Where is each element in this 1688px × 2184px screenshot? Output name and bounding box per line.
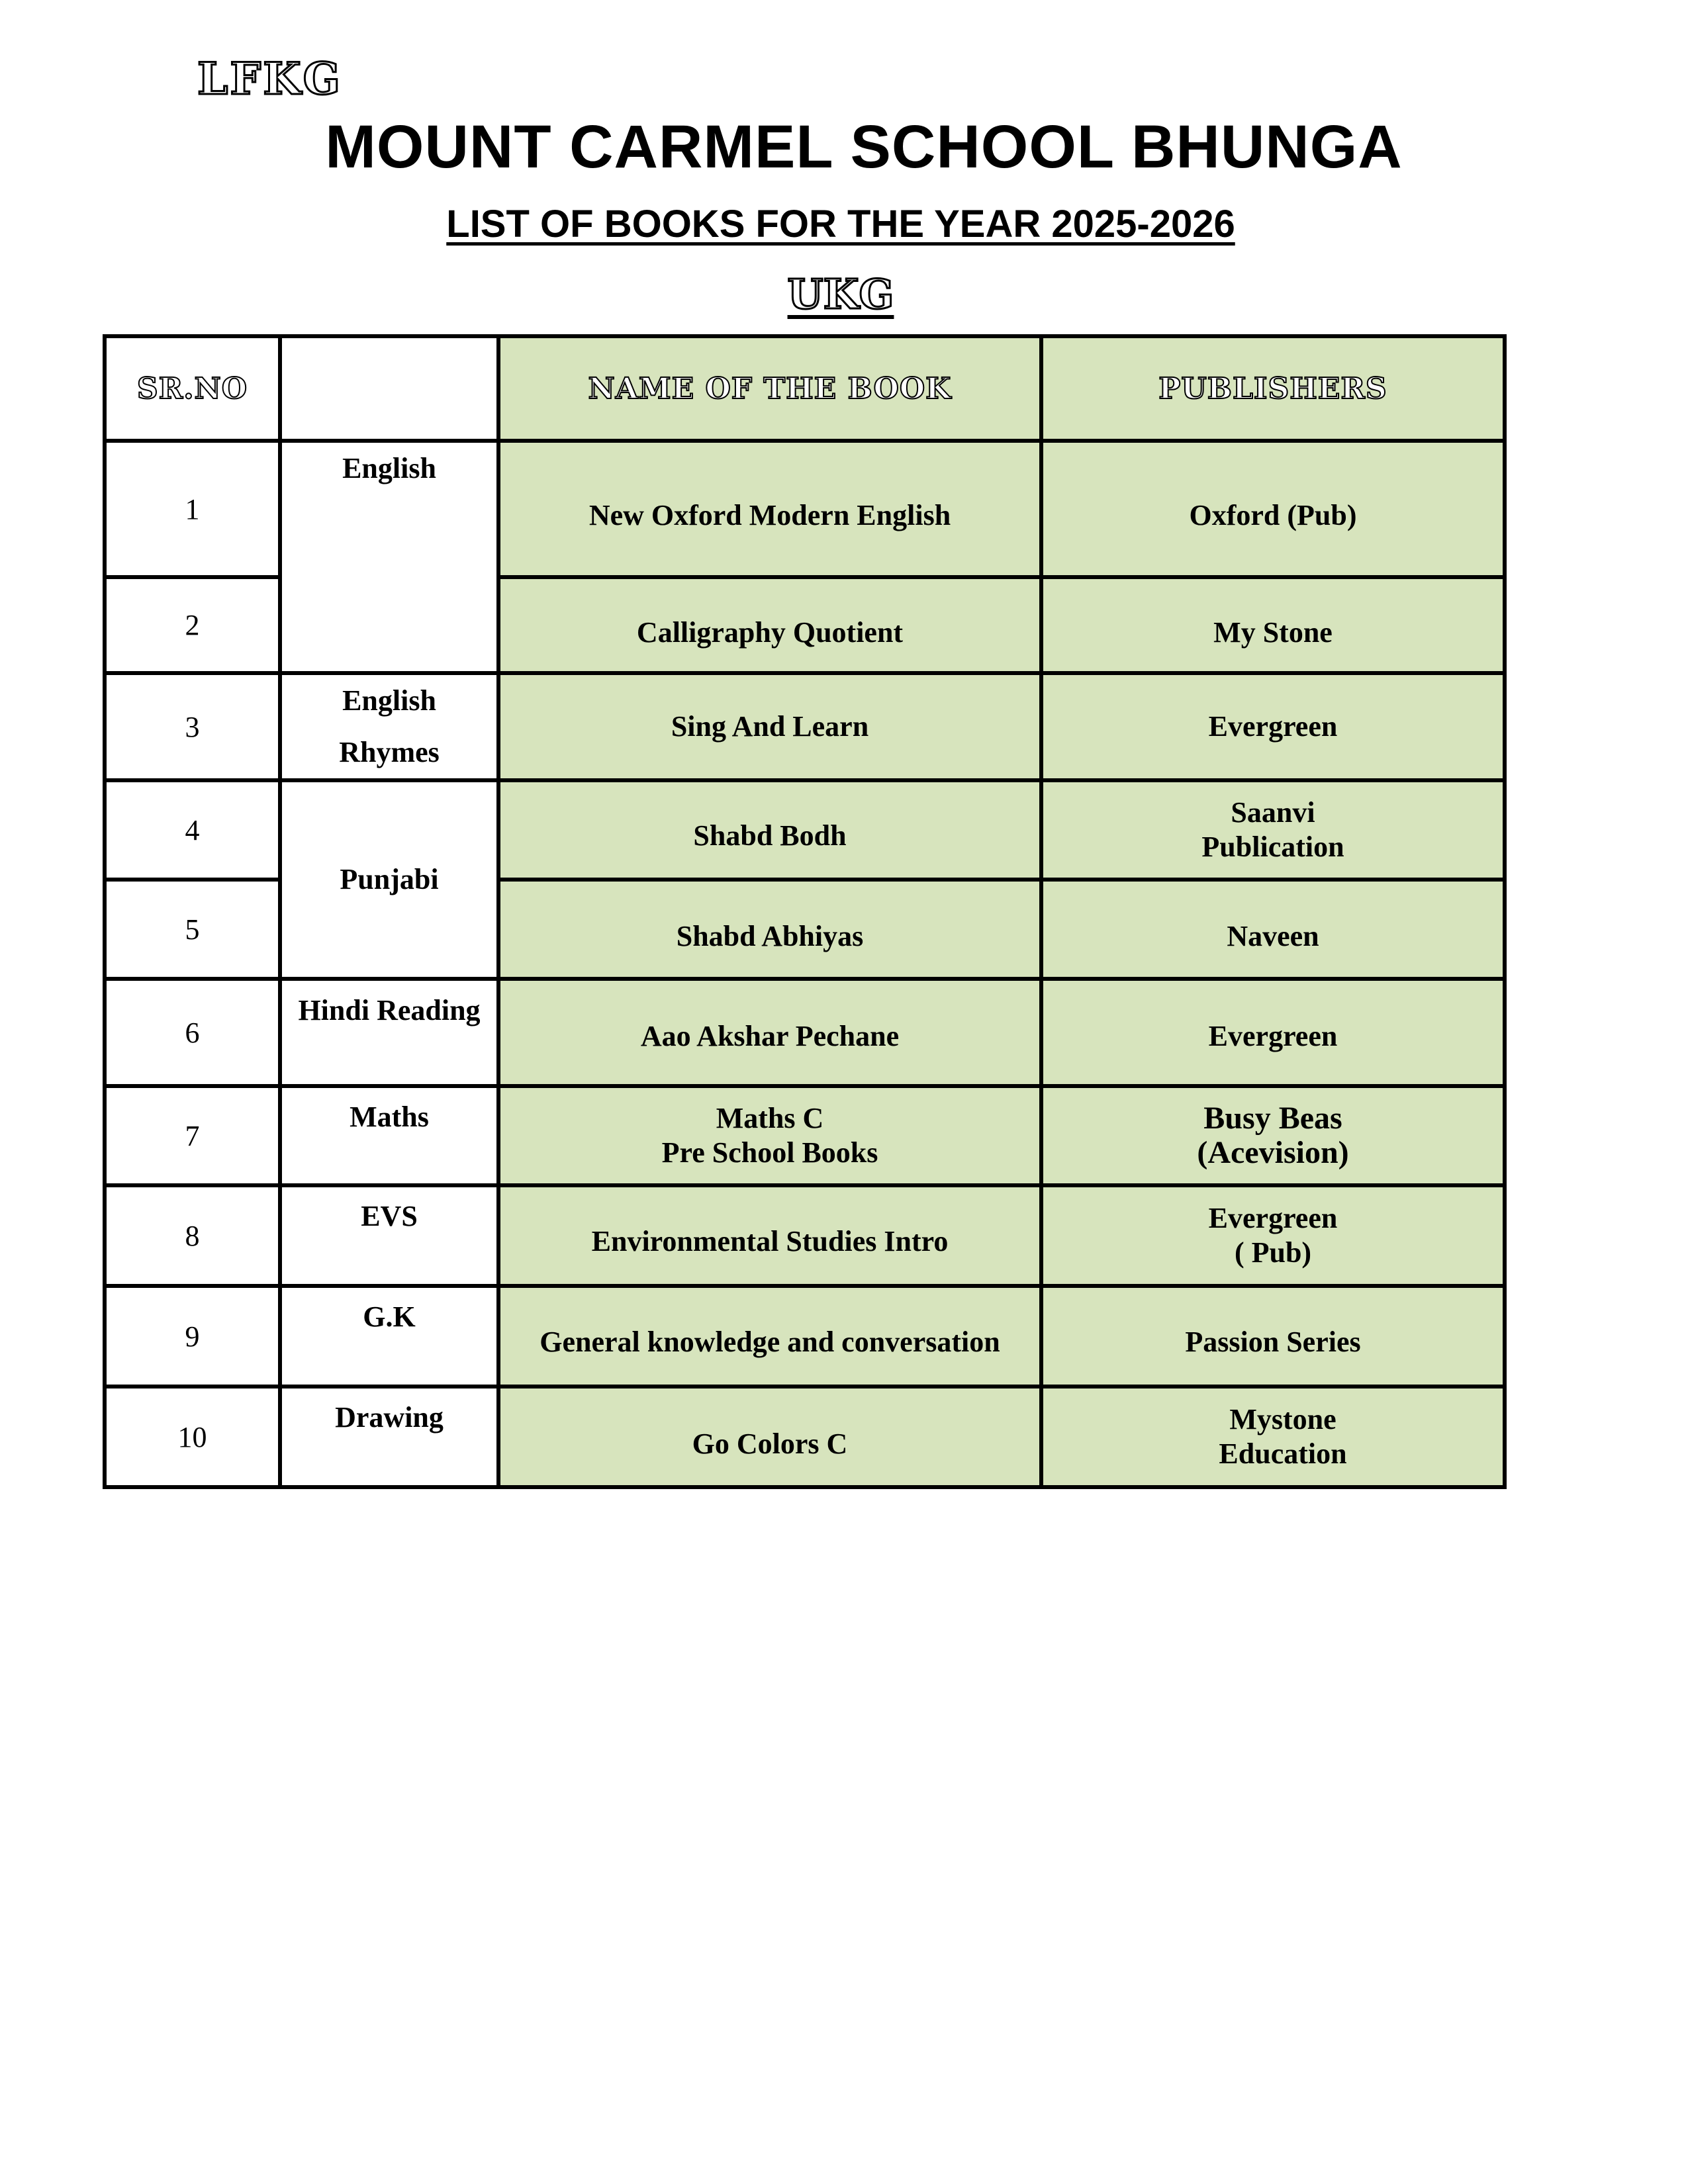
book-name-cell: Go Colors C bbox=[498, 1387, 1041, 1487]
book-name-cell: General knowledge and conversation bbox=[498, 1286, 1041, 1387]
table-row bbox=[105, 441, 1505, 577]
header-book-name: NAME OF THE BOOK bbox=[498, 336, 1041, 441]
school-name: MOUNT CARMEL SCHOOL BHUNGA bbox=[325, 113, 1403, 181]
book-name-cell: Calligraphy Quotient bbox=[498, 577, 1041, 673]
subject-cell: Maths bbox=[280, 1086, 498, 1185]
table-row bbox=[105, 673, 1505, 780]
table-row bbox=[105, 1387, 1505, 1487]
publisher-cell: Saanvi Publication bbox=[1041, 780, 1505, 880]
sr-no-cell: 4 bbox=[105, 780, 280, 880]
book-list-table bbox=[103, 334, 1507, 1489]
header-subject bbox=[280, 336, 498, 441]
sr-no-cell: 2 bbox=[105, 577, 280, 673]
class-label: UKG bbox=[787, 270, 894, 318]
table-row bbox=[105, 1185, 1505, 1286]
list-title: LIST OF BOOKS FOR THE YEAR 2025-2026 bbox=[446, 203, 1235, 246]
table-row bbox=[105, 1286, 1505, 1387]
publisher-cell: Oxford (Pub) bbox=[1041, 441, 1505, 577]
sr-no-cell: 6 bbox=[105, 979, 280, 1086]
sr-no-cell: 5 bbox=[105, 880, 280, 979]
subject-cell: Punjabi bbox=[280, 780, 498, 979]
table-row bbox=[105, 780, 1505, 880]
book-name-cell: Shabd Abhiyas bbox=[498, 880, 1041, 979]
sr-no-cell: 10 bbox=[105, 1387, 280, 1487]
table-row bbox=[105, 979, 1505, 1086]
book-name-cell: New Oxford Modern English bbox=[498, 441, 1041, 577]
publisher-cell: Evergreen bbox=[1041, 673, 1505, 780]
table-row bbox=[105, 1086, 1505, 1185]
book-name-cell: Sing And Learn bbox=[498, 673, 1041, 780]
book-name-cell: Environmental Studies Intro bbox=[498, 1185, 1041, 1286]
subject-cell: English bbox=[280, 441, 498, 673]
header-sr-no: SR.NO bbox=[105, 336, 280, 441]
subject-cell: Hindi Reading bbox=[280, 979, 498, 1086]
publisher-cell: Passion Series bbox=[1041, 1286, 1505, 1387]
publisher-cell: Busy Beas (Acevision) bbox=[1041, 1086, 1505, 1185]
publisher-cell: Mystone Education bbox=[1041, 1387, 1505, 1487]
top-label: LFKG bbox=[197, 53, 342, 105]
publisher-cell: Evergreen ( Pub) bbox=[1041, 1185, 1505, 1286]
sr-no-cell: 7 bbox=[105, 1086, 280, 1185]
publisher-cell: My Stone bbox=[1041, 577, 1505, 673]
sr-no-cell: 1 bbox=[105, 441, 280, 577]
publisher-cell: Evergreen bbox=[1041, 979, 1505, 1086]
publisher-cell: Naveen bbox=[1041, 880, 1505, 979]
sr-no-cell: 3 bbox=[105, 673, 280, 780]
sr-no-cell: 9 bbox=[105, 1286, 280, 1387]
book-name-cell: Maths C Pre School Books bbox=[498, 1086, 1041, 1185]
header-publishers: PUBLISHERS bbox=[1041, 336, 1505, 441]
subject-cell: EVS bbox=[280, 1185, 498, 1286]
sr-no-cell: 8 bbox=[105, 1185, 280, 1286]
book-name-cell: Shabd Bodh bbox=[498, 780, 1041, 880]
subject-cell: G.K bbox=[280, 1286, 498, 1387]
subject-cell: Drawing bbox=[280, 1387, 498, 1487]
subject-cell: English Rhymes bbox=[280, 673, 498, 780]
book-name-cell: Aao Akshar Pechane bbox=[498, 979, 1041, 1086]
table-header-row bbox=[105, 336, 1505, 441]
